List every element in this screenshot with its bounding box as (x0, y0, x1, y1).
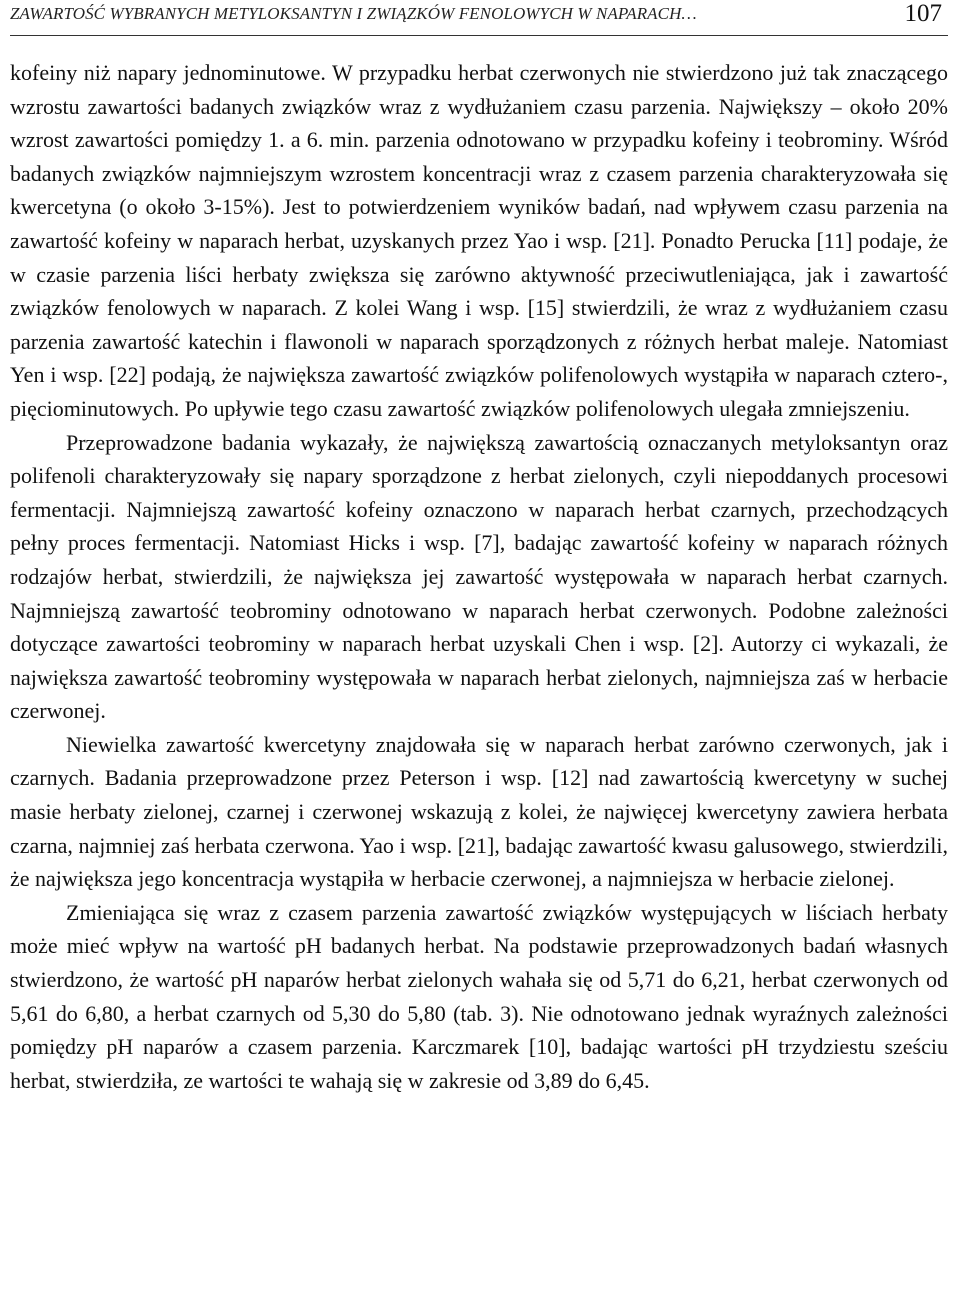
paragraph: Przeprowadzone badania wykazały, że największą zawartością oznaczanych metyloksantyn oraz polifenoli charakteryzowały się napary sporządzone z herbat zielonych, czyli niepoddanych procesowi fermentacji. Najmniejszą zawartość kofeiny oznaczono w naparach herbat czarnych, przechodzących pełny proces fermentacji. Natomiast Hicks i wsp. [7], badając zawartość kofeiny w naparach różnych rodzajów herbat, stwierdzili, że największa jej zawartość występowała w naparach herbat czarnych. Najmniejszą zawartość teobrominy odnotowano w naparach herbat czerwonych. Podobne zależności dotyczące zawartości teobrominy w naparach herbat uzyskali Chen i wsp. [2]. Autorzy ci wykazali, że największa zawartość teobrominy występowała w naparach herbat zielonych, najmniejsza zaś w herbacie czerwonej. (10, 429, 948, 724)
paragraph: kofeiny niż napary jednominutowe. W przypadku herbat czerwonych nie stwierdzono już tak znaczącego wzrostu zawartości badanych związków wraz z wydłużaniem czasu parzenia. Największy – około 20% wzrost zawartości pomiędzy 1. a 6. min. parzenia odnotowano w przypadku kofeiny i teobrominy. Wśród badanych związków najmniejszym wzrostem koncentracji wraz z czasem parzenia charakteryzowała się kwercetyna (o około 3-15%). Jest to potwierdzeniem wyników badań, nad wpływem czasu parzenia na zawartość kofeiny w naparach herbat, uzyskanych przez Yao i wsp. [21]. Ponadto Perucka [11] podaje, że w czasie parzenia liści herbaty zwiększa się zarówno aktywność przeciwutleniająca, jak i zawartość związków fenolowych w naparach. Z kolei Wang i wsp. [15] stwierdzili, że wraz z wydłużaniem czasu parzenia zawartość katechin i flawonoli w naparach sporządzonych z różnych herbat maleje. Natomiast Yen i wsp. [22] podają, że największa zawartość związków polifenolowych wystąpiła w naparach cztero-, pięciominutowych. Po upływie tego czasu zawartość związków polifenolowych ulegała zmniejszeniu. (10, 60, 948, 421)
body-text (10, 56, 948, 1097)
paragraph: Niewielka zawartość kwercetyny znajdowała się w naparach herbat zarówno czerwonych, jak i czarnych. Badania przeprowadzone przez Peterson i wsp. [12] nad zawartością kwercetyny w suchej masie herbaty zielonej, czarnej i czerwonej wskazują z kolei, że najwięcej kwercetyny zawiera herbata czarna, najmniej zaś herbata czerwona. Yao i wsp. [21], badając zawartość kwasu galusowego, stwierdzili, że największa jego koncentracja wystąpiła w herbacie czerwonej, a najmniejsza w herbacie zielonej. (10, 731, 948, 892)
paragraph: Zmieniająca się wraz z czasem parzenia zawartość związków występujących w liściach herbaty może mieć wpływ na wartość pH badanych herbat. Na podstawie przeprowadzonych badań własnych stwierdzono, że wartość pH naparów herbat zielonych wahała się od 5,71 do 6,21, herbat czerwonych od 5,61 do 6,80, a herbat czarnych od 5,30 do 5,80 (tab. 3). Nie odnotowano jednak wyraźnych zależności pomiędzy pH naparów a czasem parzenia. Karczmarek [10], badając wartości pH trzydziestu sześciu herbat, stwierdziła, ze wartości te wahają się w zakresie od 3,89 do 6,45. (10, 899, 948, 1093)
running-header-title: ZAWARTOŚĆ WYBRANYCH METYLOKSANTYN I ZWIĄZKÓW FENOLOWYCH W NAPARACH… (10, 4, 697, 23)
running-header (10, 0, 948, 36)
page-number: 107 (904, 0, 942, 27)
